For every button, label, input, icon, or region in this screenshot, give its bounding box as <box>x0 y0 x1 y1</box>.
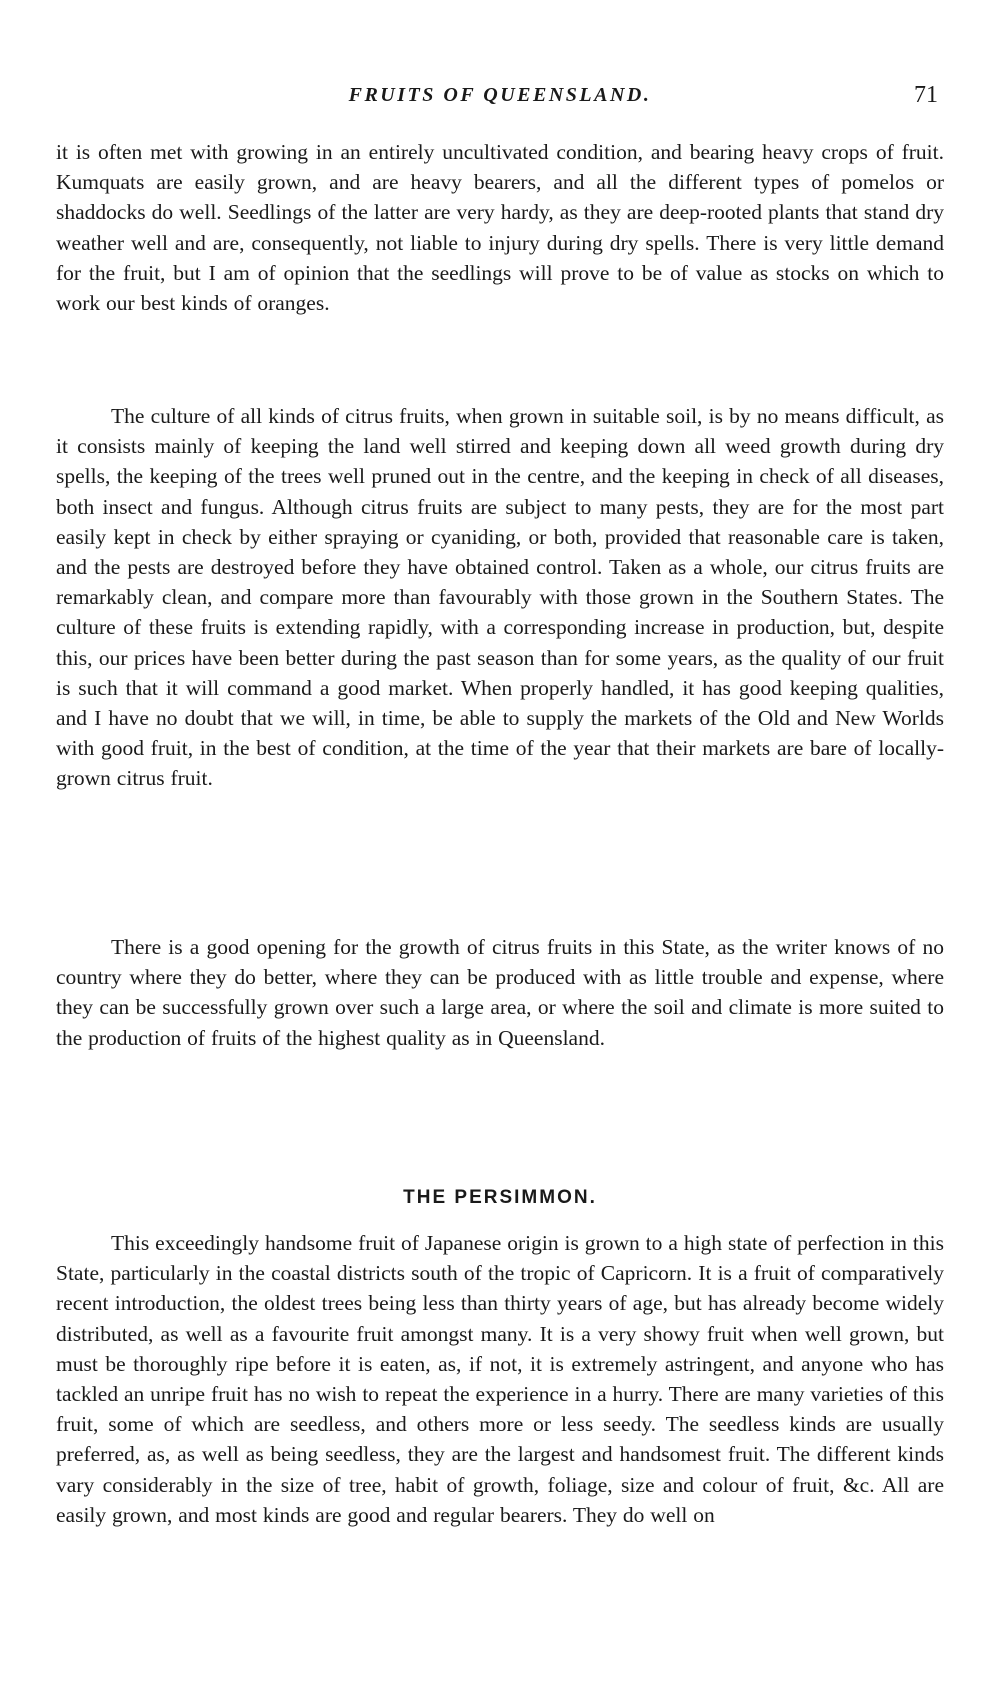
paragraph-citrus-culture: The culture of all kinds of citrus fruits, when grown in suitable soil, is by no means difficult, as it consists mainly of keeping the land well stirred and keeping down all weed growth during dry spells, the keeping of the trees well pruned out in the centre, and the keeping in check of all diseases, both insect and fungus. Although citrus fruits are subject to many pests, they are for the most part easily kept in check by either spraying or cyaniding, or both, provided that reasonable care is taken, and the pests are destroyed before they have obtained control. Taken as a whole, our citrus fruits are remarkably clean, and compare more than favourably with those grown in the Southern States. The culture of these fruits is extending rapidly, with a corresponding increase in production, but, despite this, our prices have been better during the past season than for some years, as the quality of our fruit is such that it will command a good market. When properly handled, it has good keeping qualities, and I have no doubt that we will, in time, be able to supply the markets of the Old and New Worlds with good fruit, in the best of condition, at the time of the year that their markets are bare of locally-grown citrus fruit. <box>56 404 944 791</box>
paragraph-persimmon: This exceedingly handsome fruit of Japanese origin is grown to a high state of perfection in this State, particularly in the coastal districts south of the tropic of Capricorn. It is a fruit of comparatively recent introduction, the oldest trees being less than thirty years of age, but has already become widely distributed, as well as a favourite fruit amongst many. It is a very showy fruit when well grown, but must be thoroughly ripe before it is eaten, as, if not, it is extremely astringent, and anyone who has tackled an unripe fruit has no wish to repeat the experience in a hurry. There are many varieties of this fruit, some of which are seedless, and others more or less seedy. The seedless kinds are usually preferred, as, as well as being seedless, they are the largest and handsomest fruit. The different kinds vary considerably in the size of tree, habit of growth, foliage, size and colour of fruit, &c. All are easily grown, and most kinds are good and regular bearers. They do well on <box>56 1231 944 1527</box>
paragraph-citrus-opening: There is a good opening for the growth of citrus fruits in this State, as the writer knows of no country where they do better, where they can be produced with as little trouble and expense, where they can be successfully grown over such a large area, or where the soil and climate is more suited to the production of fruits of the highest quality as in Queensland. <box>56 935 944 1050</box>
section-heading-persimmon: THE PERSIMMON. <box>403 1187 597 1208</box>
running-header <box>56 84 944 120</box>
paragraph-citrus-varieties: it is often met with growing in an entirely uncultivated condition, and bearing heavy crops of fruit. Kumquats are easily grown, and are heavy bearers, and all the different types of pomelos or shaddocks do well. Seedlings of the latter are very hardy, as they are deep-rooted plants that stand dry weather well and are, consequently, not liable to injury during dry spells. There is very little demand for the fruit, but I am of opinion that the seedlings will prove to be of value as stocks on which to work our best kinds of oranges. <box>56 140 944 316</box>
page-number: 71 <box>914 82 938 108</box>
running-title: FRUITS OF QUEENSLAND. <box>348 84 652 106</box>
